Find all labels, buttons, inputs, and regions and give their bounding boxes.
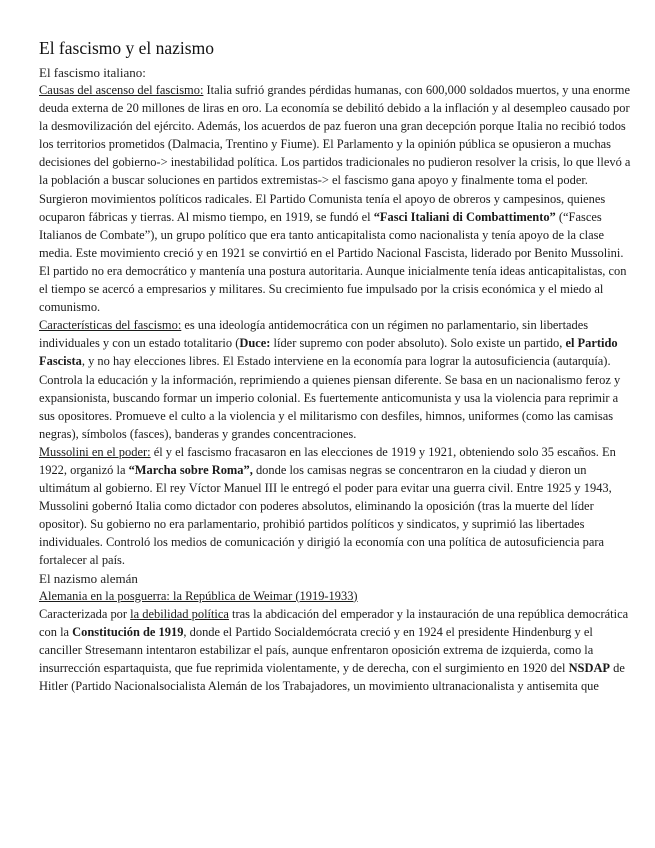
mussolini-text-a: él y el fascismo fracasaron en las elecciones de 1919 y 1921, obteniendo solo 35 escaños. En 1922, organizó la	[39, 444, 616, 477]
movements-text-a: Surgieron movimientos políticos radicales. El Partido Comunista tenía el apoyo de obreros y campesinos, quienes ocuparon fábricas y tierras. Al mismo tiempo, en 1919, se fundó el	[39, 191, 606, 224]
label-causes: Causas del ascenso del fascismo:	[39, 83, 204, 97]
document-title: El fascismo y el nazismo	[39, 38, 214, 58]
section-heading-nazism: El nazismo alemán	[39, 570, 138, 586]
characteristics-text-b: líder supremo con poder absoluto). Solo existe un partido,	[270, 336, 566, 351]
paragraph-mussolini	[39, 443, 637, 570]
duce-term: Duce:	[239, 336, 271, 351]
weimar-heading: Alemania en la posguerra: la República de Weimar (1919-1933)	[39, 588, 358, 603]
label-mussolini: Mussolini en el poder:	[39, 444, 151, 459]
movements-text-b: (“Fasces Italianos de Combate”), un grupo político que era tanto anticapitalista como nacionalista y tenía apoyo de la clase media. Este movimiento creció y en 1921 se convirtió en el Partido Nacional Fascista, liderado por Benito Mussolini. El partido no era democrático y mantenía una postura autoritaria. Aunque inicialmente tenía ideas anticapitalistas, con el tiempo se acercó a empresarios y militares. Su crecimiento fue impulsado por la crisis económica y el miedo al comunismo.	[39, 209, 627, 315]
label-characteristics: Características del fascismo:	[39, 318, 182, 333]
weimar-text-d: de Hitler (Partido Nacionalsocialista Alemán de los Trabajadores, un movimiento ultranacionalista y antisemita que	[39, 660, 625, 693]
weimar-text-a: Caracterizada por	[39, 606, 131, 621]
constitution-term: Constitución de 1919	[72, 624, 184, 639]
march-on-rome-term: “Marcha sobre Roma”,	[128, 462, 253, 477]
nsdap-term: NSDAP	[568, 660, 611, 675]
section-heading-fascism: El fascismo italiano:	[39, 65, 146, 80]
fasci-name: “Fasci Italiani di Combattimento”	[373, 209, 556, 224]
fascist-party-term: el Partido Fascista	[39, 336, 618, 369]
weimar-text-c: , donde el Partido Socialdemócrata creció y en 1924 el presidente Hindenburg y el canciller Stresemann intentaron estabilizar el país, aunque enfrentaron oposición extrema de izquierda, como la insurrección espartaquista, que fue reprimida violentamente, y de derecha, con el surgimiento en 1920 del	[39, 624, 594, 675]
political-weakness-term: la debilidad política	[130, 606, 229, 621]
weimar-text-b: tras la abdicación del emperador y la instauración de una república democrática con la	[39, 606, 629, 639]
paragraph-characteristics	[39, 316, 637, 443]
mussolini-text-b: donde los camisas negras se concentraron en la ciudad y dieron un ultimátum al gobierno. El rey Víctor Manuel III le entregó el poder para evitar una guerra civil. Entre 1925 y 1943, Mussolini gobernó Italia como dictador con poderes absolutos, eliminando la oposición (tras la muerte del líder opositor). Su gobierno no era parlamentario, prohibió partidos políticos y sindicatos, y suprimió las libertades individuales. Controló los medios de comunicación y dirigió la economía con una política de autosuficiencia para fortalecer al país.	[39, 462, 612, 568]
paragraph-movements	[39, 190, 637, 317]
characteristics-text-c: , y no hay elecciones libres. El Estado interviene en la economía para lograr la autosuficiencia (autarquía). Controla la educación y la información, reprimiendo a quienes piensan diferente. Se basa en un nacionalismo feroz y expansionista, buscando formar un imperio colonial. Es fuertemente anticomunista y usa la violencia para reprimir a sus opositores. Promueve el culto a la violencia y el militarismo con desfiles, himnos, uniformes (como las camisas negras), símbolos (fasces), banderas y grandes concentraciones.	[39, 354, 621, 441]
causes-text: Italia sufrió grandes pérdidas humanas, con 600,000 soldados muertos, y una enorme deuda externa de 20 millones de liras en oro. La economía se debilitó debido a la inflación y al desempleo causado por la desmovilización del ejército. Además, los acuerdos de paz fueron una gran decepción porque Italia no recibió todos los territorios prometidos (Dalmacia, Trentino y Fiume). El Parlamento y la opinión pública se opusieron a muchas decisiones del gobierno-> inestabilidad política. Los partidos tradicionales no pudieron resolver la crisis, lo que llevó a la población a buscar soluciones en partidos extremistas-> el fascismo gana apoyo y finalmente toma el poder.	[39, 83, 631, 188]
paragraph-weimar	[39, 605, 637, 695]
paragraph-causes	[39, 81, 637, 190]
characteristics-text-a: es una ideología antidemocrática con un régimen no parlamentario, sin libertades individuales y con un estado totalitario (	[39, 318, 589, 351]
